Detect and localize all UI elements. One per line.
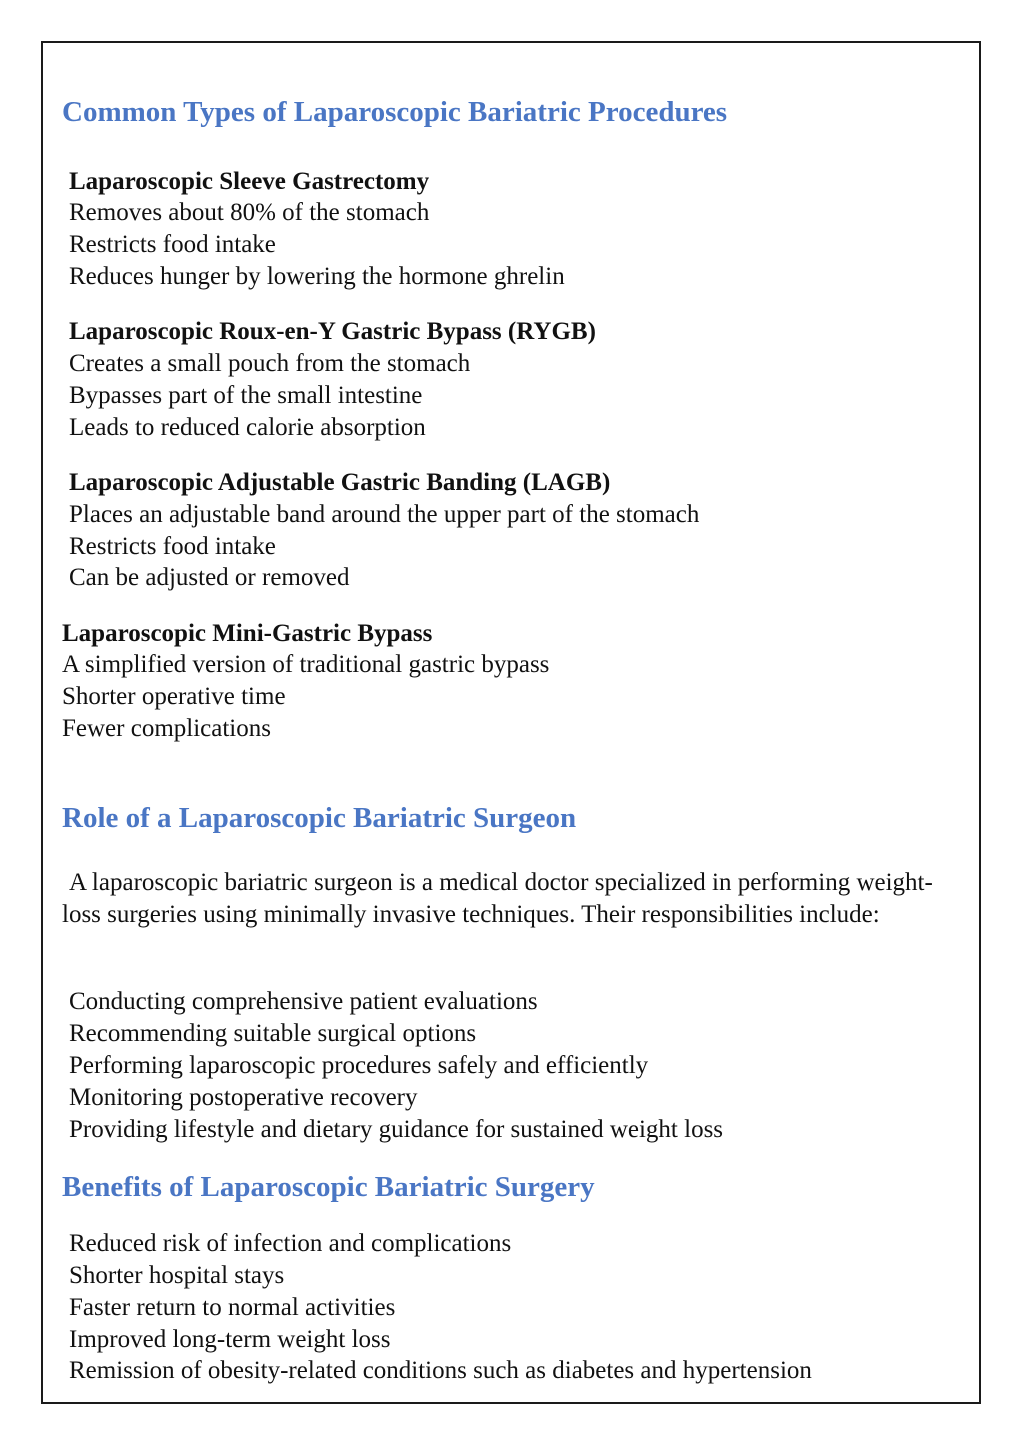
procedure-title-rygb: Laparoscopic Roux-en-Y Gastric Bypass (RYGB) [69,318,596,345]
procedure-title-mini-gastric: Laparoscopic Mini-Gastric Bypass [62,620,433,647]
procedure-point: Restricts food intake [69,533,276,560]
benefit-item: Reduced risk of infection and complications [69,1230,512,1257]
responsibility-item: Monitoring postoperative recovery [69,1084,418,1111]
procedure-point: Reduces hunger by lowering the hormone ghrelin [69,263,565,290]
procedure-point: Bypasses part of the small intestine [69,382,423,409]
procedures-heading: Common Types of Laparoscopic Bariatric Procedures [62,96,728,128]
procedure-point: Can be adjusted or removed [69,564,350,591]
procedure-point: A simplified version of traditional gastric bypass [62,651,550,678]
procedure-title-lagb: Laparoscopic Adjustable Gastric Banding (LAGB) [69,469,611,496]
benefit-item: Shorter hospital stays [69,1262,285,1289]
procedure-point: Leads to reduced calorie absorption [69,414,426,441]
responsibility-item: Recommending suitable surgical options [69,1020,477,1047]
procedure-point: Shorter operative time [62,683,286,710]
responsibility-item: Providing lifestyle and dietary guidance for sustained weight loss [69,1116,724,1143]
role-intro-paragraph: A laparoscopic bariatric surgeon is a medical doctor specialized in performing weight-loss surgeries using minimally invasive techniques. Their responsibilities include: [62,869,933,928]
role-heading: Role of a Laparoscopic Bariatric Surgeon [62,802,577,834]
procedure-point: Places an adjustable band around the upper part of the stomach [69,501,700,528]
benefit-item: Remission of obesity-related conditions such as diabetes and hypertension [69,1357,812,1384]
procedure-title-sleeve: Laparoscopic Sleeve Gastrectomy [69,168,430,195]
procedure-point: Fewer complications [62,715,271,742]
responsibility-item: Performing laparoscopic procedures safely and efficiently [69,1052,649,1079]
benefits-heading: Benefits of Laparoscopic Bariatric Surgery [62,1171,595,1203]
benefit-item: Faster return to normal activities [69,1294,396,1321]
procedure-point: Removes about 80% of the stomach [69,199,430,226]
benefit-item: Improved long-term weight loss [69,1326,391,1353]
responsibility-item: Conducting comprehensive patient evaluations [69,988,538,1015]
procedure-point: Restricts food intake [69,231,276,258]
procedure-point: Creates a small pouch from the stomach [69,350,471,377]
